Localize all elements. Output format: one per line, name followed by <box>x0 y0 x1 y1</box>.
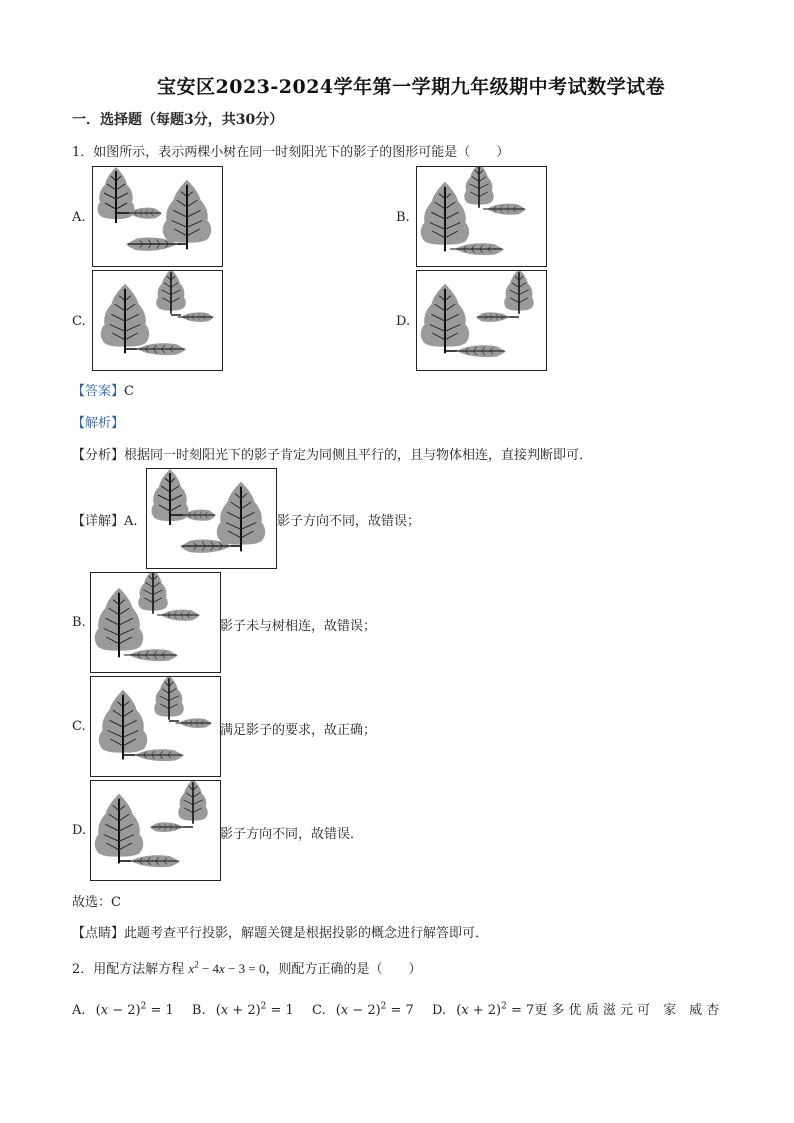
option-d-figure <box>416 270 547 371</box>
detail-c-text: 满足影子的要求，故正确； <box>220 723 377 738</box>
q2-option-d-label: D. <box>431 1003 447 1018</box>
fenxi-text: 根据同一时刻阳光下的影子肯定为同侧且平行的，且与物体相连，直接判断即可． <box>124 448 593 463</box>
q2-option-b-label: B. <box>191 1003 206 1018</box>
trailing-text: 更 多 优 质 滋 元 可 家 威 杏 <box>534 1003 720 1018</box>
question-2-prefix: 2．用配方法解方程 <box>72 962 185 977</box>
option-a-figure <box>92 166 223 267</box>
detail-tag: 【详解】 <box>72 514 125 529</box>
question-2-equation: $x^2 - 4x - 3 = 0$ <box>188 959 266 976</box>
q2-option-c-label: C. <box>311 1003 326 1018</box>
q2-option-d-expr: $(x + 2)^2 = 7$ <box>456 1001 535 1018</box>
comment-tag: 【点睛】 <box>72 926 125 941</box>
option-b-figure <box>416 166 547 267</box>
option-b-label: B. <box>396 210 410 225</box>
detail-c-label: C. <box>72 719 86 734</box>
analysis-summary <box>72 444 592 463</box>
option-c-figure <box>92 270 223 371</box>
detail-d-label: D. <box>72 823 87 838</box>
question-2-suffix: ，则配方正确的是（ ） <box>265 962 422 977</box>
option-a-label: A. <box>72 210 86 225</box>
detail-a-figure <box>146 468 277 569</box>
comment-text: 此题考查平行投影，解题关键是根据投影的概念进行解答即可． <box>124 926 489 941</box>
question-1-stem: 1．如图所示，表示两棵小树在同一时刻阳光下的影子的图形可能是（ ） <box>72 145 510 160</box>
comment-line <box>72 922 488 941</box>
choose-line: 故选：C <box>72 895 121 910</box>
detail-a-text: 影子方向不同，故错误； <box>277 514 421 529</box>
fenxi-tag: 【分析】 <box>72 448 125 463</box>
analysis-tag: 【解析】 <box>72 416 125 431</box>
q2-option-a-expr: $(x - 2)^2 = 1$ <box>95 1001 174 1018</box>
question-2-stem <box>72 958 422 977</box>
q2-option-a-label: A. <box>72 1003 86 1018</box>
detail-a-label: A. <box>124 514 138 529</box>
answer-value: C <box>124 384 134 399</box>
section-heading: 一．选择题（每题3分，共30分） <box>72 112 284 128</box>
answer-tag: 【答案】 <box>72 384 125 399</box>
detail-c-figure <box>90 676 221 777</box>
detail-b-figure <box>90 572 221 673</box>
detail-b-text: 影子未与树相连，故错误； <box>220 619 377 634</box>
answer-line <box>72 380 134 399</box>
detail-a-prefix <box>72 510 138 529</box>
option-c-label: C. <box>72 314 86 329</box>
page-title: 宝安区2023-2024学年第一学期九年级期中考试数学试卷 <box>157 76 666 98</box>
detail-d-text: 影子方向不同，故错误． <box>220 827 364 842</box>
option-d-label: D. <box>396 314 411 329</box>
question-2-options <box>72 999 719 1018</box>
detail-b-label: B. <box>72 615 86 630</box>
q2-option-c-expr: $(x - 2)^2 = 7$ <box>335 1001 414 1018</box>
detail-d-figure <box>90 780 221 881</box>
q2-option-b-expr: $(x + 2)^2 = 1$ <box>215 1001 294 1018</box>
